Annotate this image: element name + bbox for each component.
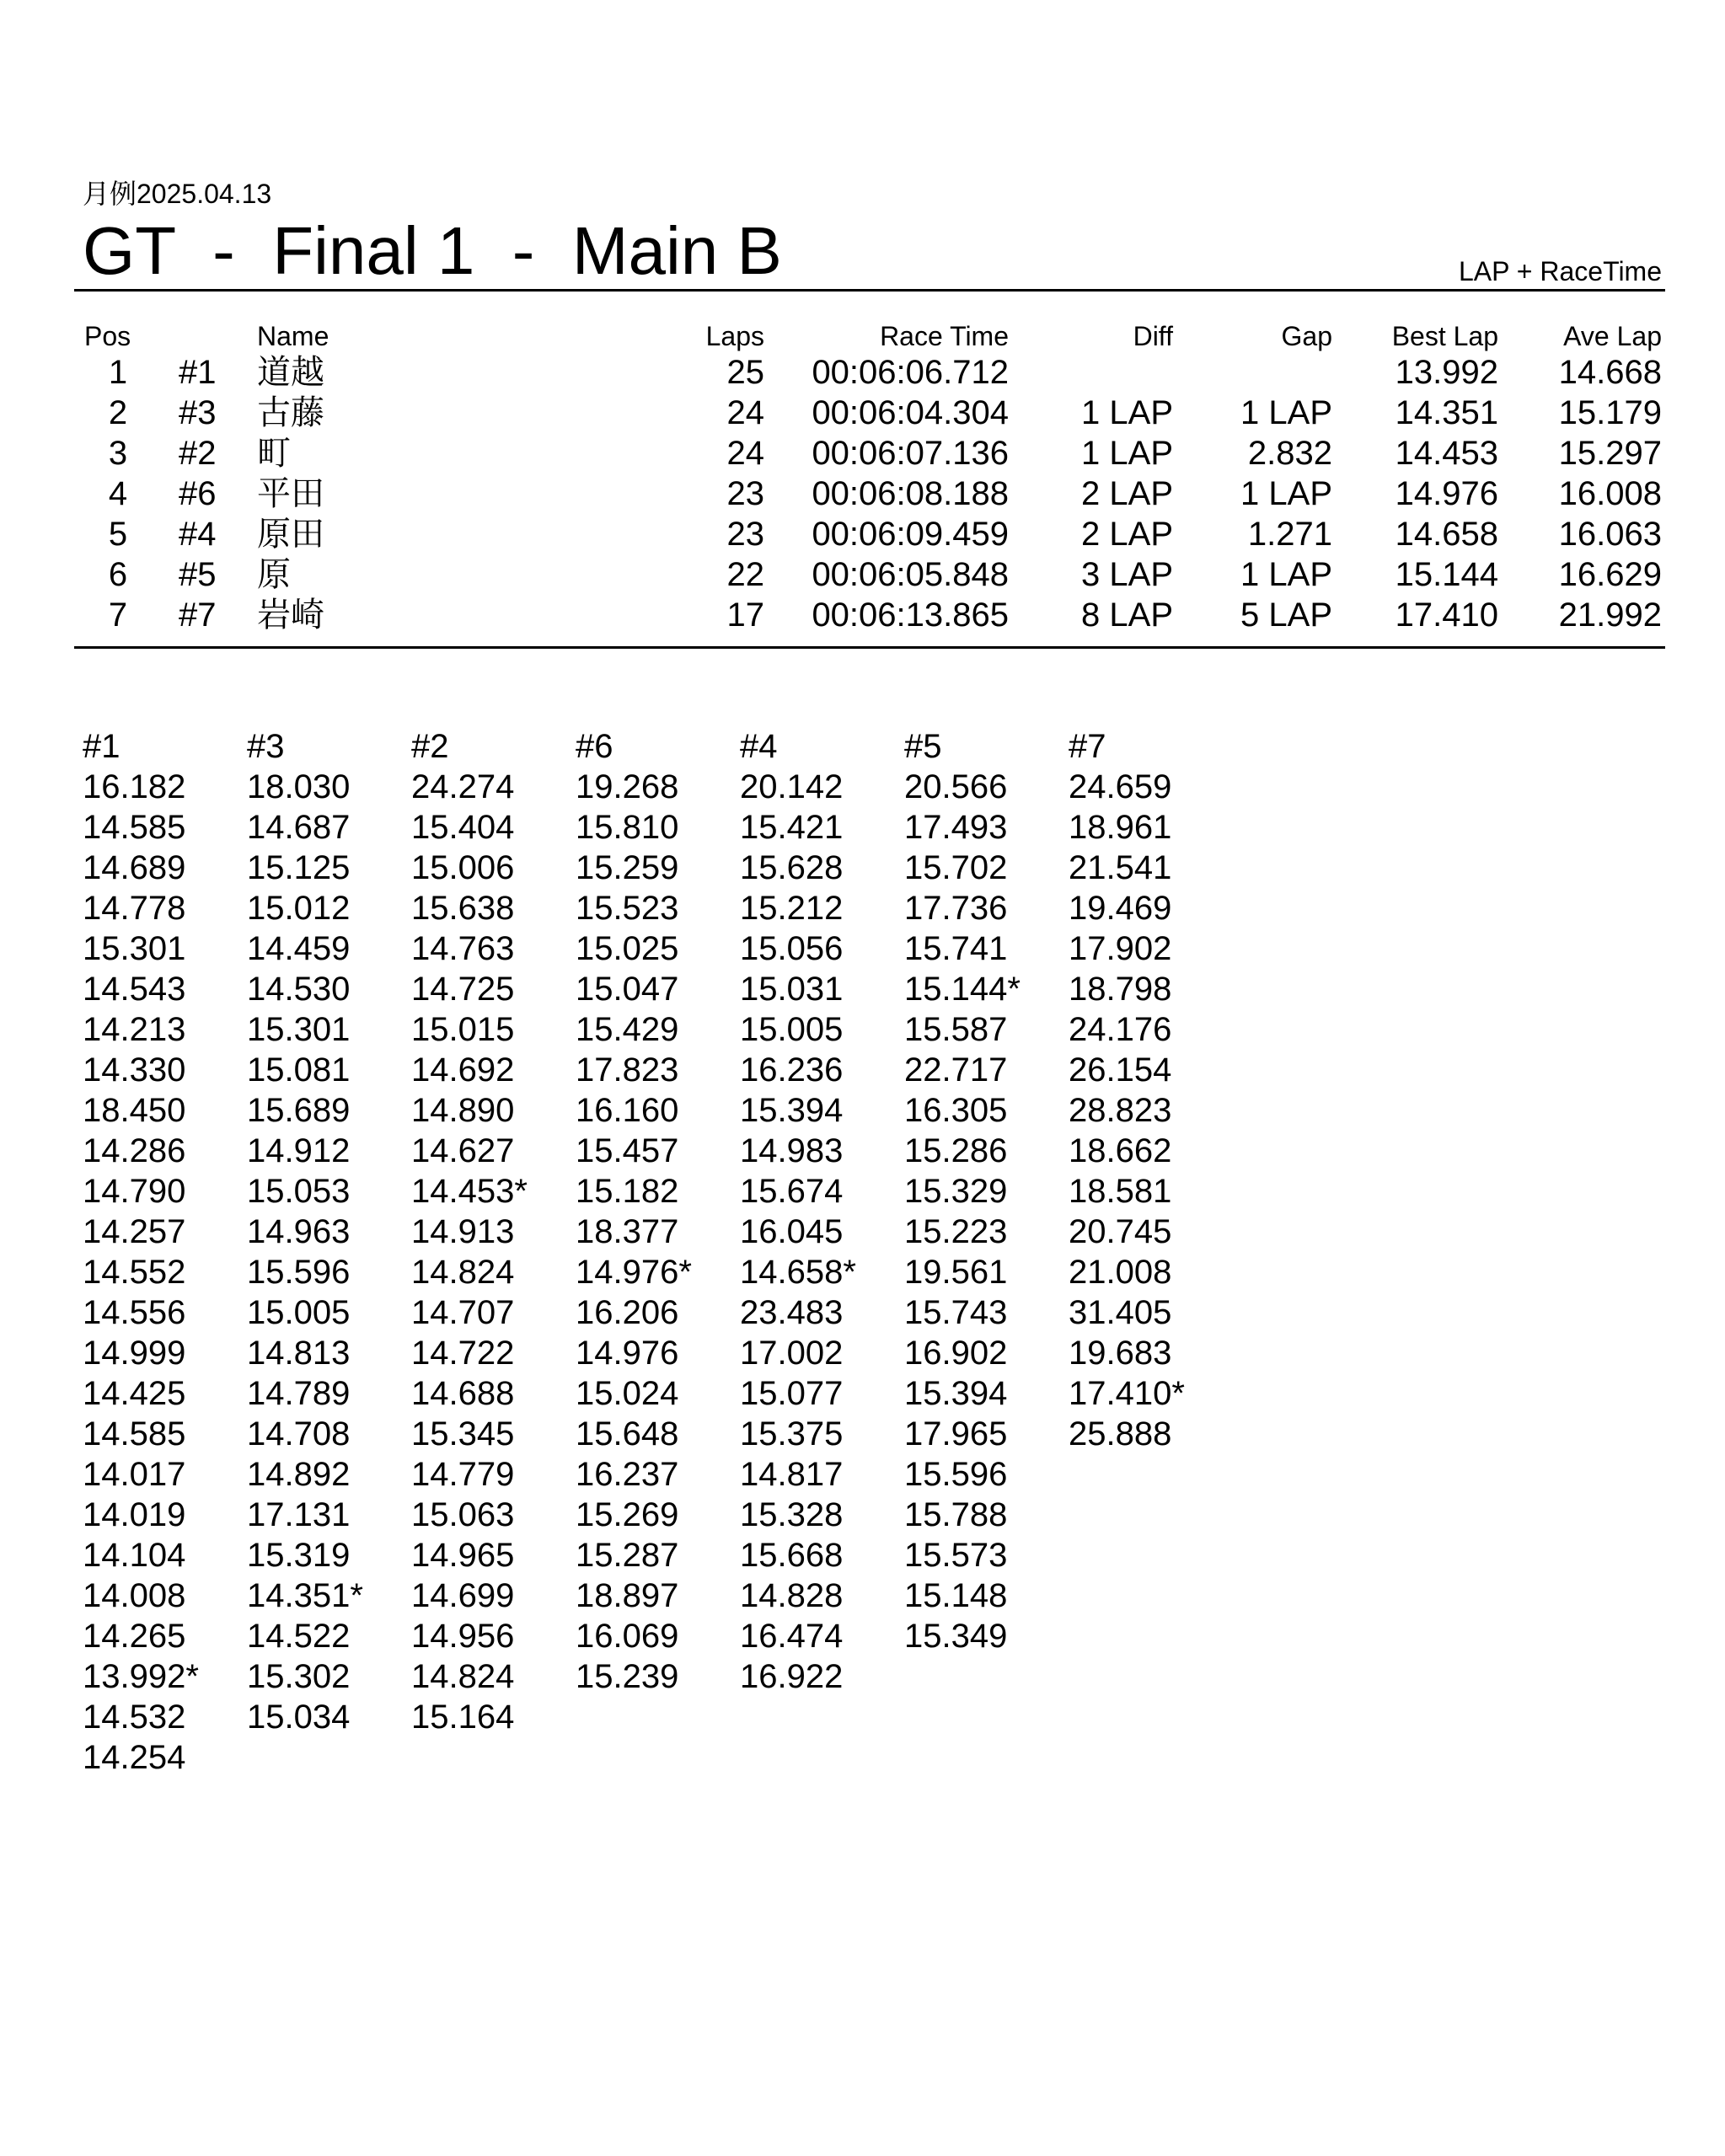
- lap-time-cell: 15.212: [740, 890, 844, 927]
- results-row: [0, 595, 1725, 635]
- lap-column-header: #7: [1069, 728, 1106, 765]
- lap-time-cell: 14.019: [83, 1496, 186, 1533]
- results-table: [0, 320, 1725, 635]
- lap-time-cell: 15.005: [247, 1294, 351, 1331]
- lap-time-cell: 18.581: [1069, 1173, 1172, 1210]
- col-pos-header: Pos: [84, 321, 131, 351]
- gap-cell: 1.271: [1247, 516, 1332, 553]
- lap-time-cell: 15.375: [740, 1415, 844, 1452]
- lap-column-header: #2: [411, 728, 449, 765]
- lap-time-cell: 18.377: [576, 1213, 679, 1250]
- lap-time-cell: 15.674: [740, 1173, 844, 1210]
- lap-time-cell: 15.025: [576, 930, 679, 967]
- lap-time-cell: 17.493: [904, 809, 1008, 846]
- lap-time-cell: 16.922: [740, 1658, 844, 1695]
- laps-cell: 24: [726, 435, 764, 472]
- lap-time-cell: 14.699: [411, 1577, 515, 1614]
- lap-time-cell: 17.902: [1069, 930, 1172, 967]
- lap-time-cell: 15.319: [247, 1537, 351, 1574]
- report-title: GT - Final 1 - Main B: [83, 213, 782, 288]
- pos-cell: 5: [108, 516, 128, 553]
- diff-cell: 2 LAP: [1081, 516, 1173, 553]
- col-laps-header: Laps: [705, 321, 764, 351]
- gap-cell: 1 LAP: [1240, 394, 1332, 431]
- laps-cell: 17: [726, 597, 764, 634]
- race-time-cell: 00:06:09.459: [812, 516, 1009, 553]
- pos-cell: 7: [108, 597, 128, 634]
- lap-time-cell: 15.394: [904, 1375, 1008, 1412]
- lap-time-cell: 15.668: [740, 1537, 844, 1574]
- driver-name-cell: 平田: [257, 475, 324, 512]
- car-number-cell: #3: [179, 394, 217, 431]
- lap-time-cell: 14.912: [247, 1132, 351, 1169]
- lap-time-cell: 14.763: [411, 930, 515, 967]
- lap-time-cell: 15.638: [411, 890, 515, 927]
- lap-time-cell: 15.648: [576, 1415, 679, 1452]
- lap-time-cell: 15.269: [576, 1496, 679, 1533]
- laps-cell: 22: [726, 556, 764, 593]
- lap-time-cell: 14.725: [411, 971, 515, 1008]
- lap-time-cell: 20.745: [1069, 1213, 1172, 1250]
- lap-time-cell: 15.345: [411, 1415, 515, 1452]
- col-best-lap-header: Best Lap: [1391, 321, 1498, 351]
- lap-time-cell: 14.692: [411, 1051, 515, 1089]
- col-gap-header: Gap: [1281, 321, 1332, 351]
- race-time-cell: 00:06:05.848: [812, 556, 1009, 593]
- lap-time-cell: 13.992*: [83, 1658, 199, 1695]
- col-diff-header: Diff: [1133, 321, 1173, 351]
- lap-time-cell: 14.522: [247, 1618, 351, 1655]
- lap-time-cell: 14.813: [247, 1335, 351, 1372]
- lap-time-cell: 15.587: [904, 1011, 1008, 1048]
- lap-time-cell: 18.030: [247, 768, 351, 805]
- lap-time-cell: 14.530: [247, 971, 351, 1008]
- lap-time-cell: 15.148: [904, 1577, 1008, 1614]
- lap-time-cell: 15.164: [411, 1699, 515, 1736]
- lap-column-header: #1: [83, 728, 121, 765]
- lap-time-cell: 20.566: [904, 768, 1008, 805]
- lap-time-cell: 14.453*: [411, 1173, 528, 1210]
- lap-time-cell: 16.160: [576, 1092, 679, 1129]
- lap-time-cell: 15.429: [576, 1011, 679, 1048]
- lap-time-cell: 14.556: [83, 1294, 186, 1331]
- lap-time-cell: 19.561: [904, 1254, 1008, 1291]
- lap-time-cell: 18.798: [1069, 971, 1172, 1008]
- lap-time-cell: 14.999: [83, 1335, 186, 1372]
- lap-time-cell: 19.469: [1069, 890, 1172, 927]
- lap-time-cell: 16.069: [576, 1618, 679, 1655]
- lap-time-cell: 17.410*: [1069, 1375, 1185, 1412]
- car-number-cell: #7: [179, 597, 217, 634]
- lap-time-cell: 15.301: [247, 1011, 351, 1048]
- best-lap-cell: 14.351: [1395, 394, 1498, 431]
- lap-time-cell: 15.689: [247, 1092, 351, 1129]
- lap-time-cell: 14.688: [411, 1375, 515, 1412]
- lap-time-cell: 15.223: [904, 1213, 1008, 1250]
- race-time-cell: 00:06:07.136: [812, 435, 1009, 472]
- pos-cell: 2: [108, 394, 128, 431]
- diff-cell: 3 LAP: [1081, 556, 1173, 593]
- lap-time-cell: 14.543: [83, 971, 186, 1008]
- lap-time-cell: 14.425: [83, 1375, 186, 1412]
- ave-lap-cell: 21.992: [1558, 597, 1662, 634]
- lap-time-cell: 22.717: [904, 1051, 1008, 1089]
- race-time-cell: 00:06:08.188: [812, 475, 1009, 512]
- lap-column: [83, 726, 243, 1778]
- lap-time-cell: 16.237: [576, 1456, 679, 1493]
- lap-time-cell: 15.024: [576, 1375, 679, 1412]
- lap-time-cell: 14.008: [83, 1577, 186, 1614]
- lap-column-header: #5: [904, 728, 942, 765]
- lap-time-cell: 15.063: [411, 1496, 515, 1533]
- report-mode: LAP + RaceTime: [1459, 256, 1662, 286]
- lap-time-cell: 15.259: [576, 849, 679, 886]
- lap-time-cell: 15.047: [576, 971, 679, 1008]
- lap-time-cell: 14.890: [411, 1092, 515, 1129]
- results-row: [0, 393, 1725, 433]
- lap-time-cell: 15.741: [904, 930, 1008, 967]
- lap-time-cell: 14.778: [83, 890, 186, 927]
- col-name-header: Name: [257, 321, 329, 351]
- lap-time-cell: 14.789: [247, 1375, 351, 1412]
- lap-column: [411, 726, 571, 1737]
- lap-time-cell: 14.824: [411, 1658, 515, 1695]
- results-row: [0, 514, 1725, 554]
- lap-time-cell: 14.824: [411, 1254, 515, 1291]
- lap-time-cell: 15.457: [576, 1132, 679, 1169]
- ave-lap-cell: 16.629: [1558, 556, 1662, 593]
- best-lap-cell: 17.410: [1395, 597, 1498, 634]
- pos-cell: 3: [108, 435, 128, 472]
- lap-time-cell: 16.182: [83, 768, 186, 805]
- car-number-cell: #2: [179, 435, 217, 472]
- lap-time-cell: 15.788: [904, 1496, 1008, 1533]
- lap-time-cell: 14.017: [83, 1456, 186, 1493]
- lap-time-cell: 15.596: [247, 1254, 351, 1291]
- lap-time-cell: 15.628: [740, 849, 844, 886]
- lap-time-cell: 14.817: [740, 1456, 844, 1493]
- lap-time-cell: 14.552: [83, 1254, 186, 1291]
- lap-time-cell: 15.394: [740, 1092, 844, 1129]
- lap-time-cell: 15.182: [576, 1173, 679, 1210]
- lap-time-cell: 15.743: [904, 1294, 1008, 1331]
- lap-time-cell: 17.965: [904, 1415, 1008, 1452]
- lap-time-cell: 24.274: [411, 768, 515, 805]
- results-row: [0, 554, 1725, 595]
- car-number-cell: #4: [179, 516, 217, 553]
- lap-time-cell: 14.330: [83, 1051, 186, 1089]
- lap-time-cell: 14.104: [83, 1537, 186, 1574]
- diff-cell: 2 LAP: [1081, 475, 1173, 512]
- lap-time-cell: 31.405: [1069, 1294, 1172, 1331]
- lap-time-cell: 20.142: [740, 768, 844, 805]
- lap-time-cell: 14.286: [83, 1132, 186, 1169]
- laps-cell: 23: [726, 475, 764, 512]
- lap-time-cell: 14.459: [247, 930, 351, 967]
- lap-time-cell: 14.965: [411, 1537, 515, 1574]
- ave-lap-cell: 16.008: [1558, 475, 1662, 512]
- laps-cell: 25: [726, 354, 764, 391]
- lap-time-cell: 15.005: [740, 1011, 844, 1048]
- lap-time-cell: 16.902: [904, 1335, 1008, 1372]
- lap-time-cell: 15.421: [740, 809, 844, 846]
- diff-cell: 1 LAP: [1081, 435, 1173, 472]
- lap-time-cell: 16.206: [576, 1294, 679, 1331]
- best-lap-cell: 14.658: [1395, 516, 1498, 553]
- lap-time-cell: 15.031: [740, 971, 844, 1008]
- lap-time-cell: 14.976: [576, 1335, 679, 1372]
- lap-time-cell: 18.450: [83, 1092, 186, 1129]
- lap-time-cell: 15.286: [904, 1132, 1008, 1169]
- lap-time-cell: 14.627: [411, 1132, 515, 1169]
- lap-time-cell: 14.956: [411, 1618, 515, 1655]
- gap-cell: 1 LAP: [1240, 475, 1332, 512]
- lap-time-cell: 15.328: [740, 1496, 844, 1533]
- lap-time-cell: 14.658*: [740, 1254, 856, 1291]
- lap-time-cell: 15.081: [247, 1051, 351, 1089]
- lap-time-cell: 14.983: [740, 1132, 844, 1169]
- lap-time-cell: 14.689: [83, 849, 186, 886]
- header-rule: [74, 289, 1665, 292]
- diff-cell: 1 LAP: [1081, 394, 1173, 431]
- lap-time-cell: 15.239: [576, 1658, 679, 1695]
- lap-time-cell: 15.077: [740, 1375, 844, 1412]
- race-time-cell: 00:06:04.304: [812, 394, 1009, 431]
- car-number-cell: #5: [179, 556, 217, 593]
- results-row: [0, 473, 1725, 514]
- lap-time-cell: 14.963: [247, 1213, 351, 1250]
- best-lap-cell: 14.976: [1395, 475, 1498, 512]
- lap-time-cell: 14.351*: [247, 1577, 363, 1614]
- lap-time-cell: 14.254: [83, 1739, 186, 1776]
- gap-cell: 5 LAP: [1240, 597, 1332, 634]
- lap-time-cell: 15.810: [576, 809, 679, 846]
- lap-time-cell: 25.888: [1069, 1415, 1172, 1452]
- lap-time-cell: 14.532: [83, 1699, 186, 1736]
- driver-name-cell: 岩崎: [257, 597, 324, 634]
- lap-time-cell: 15.006: [411, 849, 515, 886]
- lap-time-cell: 18.662: [1069, 1132, 1172, 1169]
- driver-name-cell: 原田: [257, 516, 324, 553]
- driver-name-cell: 古藤: [257, 394, 324, 431]
- lap-time-cell: 16.474: [740, 1618, 844, 1655]
- lap-time-cell: 14.265: [83, 1618, 186, 1655]
- results-row: [0, 352, 1725, 393]
- lap-time-cell: 15.012: [247, 890, 351, 927]
- driver-name-cell: 原: [257, 556, 291, 593]
- lap-time-cell: 26.154: [1069, 1051, 1172, 1089]
- lap-time-cell: 15.125: [247, 849, 351, 886]
- best-lap-cell: 14.453: [1395, 435, 1498, 472]
- lap-time-cell: 23.483: [740, 1294, 844, 1331]
- lap-time-cell: 17.823: [576, 1051, 679, 1089]
- lap-column: [904, 726, 1064, 1656]
- lap-column: [740, 726, 900, 1697]
- lap-column: [247, 726, 407, 1737]
- lap-time-cell: 14.585: [83, 809, 186, 846]
- lap-column: [576, 726, 736, 1697]
- lap-time-cell: 17.131: [247, 1496, 351, 1533]
- lap-time-cell: 14.687: [247, 809, 351, 846]
- lap-time-cell: 18.961: [1069, 809, 1172, 846]
- results-rule: [74, 646, 1665, 649]
- best-lap-cell: 15.144: [1395, 556, 1498, 593]
- ave-lap-cell: 15.297: [1558, 435, 1662, 472]
- lap-time-cell: 15.301: [83, 930, 186, 967]
- lap-time-cell: 17.736: [904, 890, 1008, 927]
- lap-time-cell: 15.404: [411, 809, 515, 846]
- lap-time-cell: 15.573: [904, 1537, 1008, 1574]
- lap-time-cell: 15.015: [411, 1011, 515, 1048]
- lap-time-cell: 17.002: [740, 1335, 844, 1372]
- race-time-cell: 00:06:13.865: [812, 597, 1009, 634]
- lap-time-cell: 15.523: [576, 890, 679, 927]
- lap-time-cell: 15.302: [247, 1658, 351, 1695]
- lap-time-cell: 14.976*: [576, 1254, 692, 1291]
- car-number-cell: #1: [179, 354, 217, 391]
- lap-time-cell: 14.722: [411, 1335, 515, 1372]
- col-race-time-header: Race Time: [880, 321, 1009, 351]
- pos-cell: 6: [108, 556, 128, 593]
- lap-time-cell: 14.257: [83, 1213, 186, 1250]
- ave-lap-cell: 14.668: [1558, 354, 1662, 391]
- lap-time-cell: 21.541: [1069, 849, 1172, 886]
- lap-column: [1069, 726, 1229, 1454]
- lap-time-cell: 14.828: [740, 1577, 844, 1614]
- results-header-row: [0, 320, 1725, 352]
- lap-column-header: #3: [247, 728, 285, 765]
- lap-time-cell: 24.659: [1069, 768, 1172, 805]
- lap-time-cell: 14.708: [247, 1415, 351, 1452]
- ave-lap-cell: 16.063: [1558, 516, 1662, 553]
- pos-cell: 4: [108, 475, 128, 512]
- col-ave-lap-header: Ave Lap: [1563, 321, 1662, 351]
- pos-cell: 1: [108, 354, 128, 391]
- driver-name-cell: 町: [257, 435, 291, 472]
- lap-time-cell: 21.008: [1069, 1254, 1172, 1291]
- lap-time-cell: 16.236: [740, 1051, 844, 1089]
- lap-time-cell: 24.176: [1069, 1011, 1172, 1048]
- lap-time-cell: 14.213: [83, 1011, 186, 1048]
- ave-lap-cell: 15.179: [1558, 394, 1662, 431]
- lap-time-cell: 15.596: [904, 1456, 1008, 1493]
- race-time-cell: 00:06:06.712: [812, 354, 1009, 391]
- lap-time-cell: 14.913: [411, 1213, 515, 1250]
- results-row: [0, 433, 1725, 473]
- lap-time-cell: 18.897: [576, 1577, 679, 1614]
- lap-time-cell: 15.702: [904, 849, 1008, 886]
- lap-time-cell: 15.056: [740, 930, 844, 967]
- lap-time-cell: 15.349: [904, 1618, 1008, 1655]
- gap-cell: 2.832: [1247, 435, 1332, 472]
- lap-time-cell: 15.034: [247, 1699, 351, 1736]
- lap-column-header: #4: [740, 728, 778, 765]
- report-subtitle: 月例2025.04.13: [83, 179, 272, 209]
- lap-time-cell: 14.585: [83, 1415, 186, 1452]
- lap-time-cell: 16.305: [904, 1092, 1008, 1129]
- laps-cell: 23: [726, 516, 764, 553]
- laps-cell: 24: [726, 394, 764, 431]
- lap-time-cell: 15.287: [576, 1537, 679, 1574]
- lap-time-cell: 19.683: [1069, 1335, 1172, 1372]
- lap-time-cell: 15.053: [247, 1173, 351, 1210]
- lap-time-cell: 14.779: [411, 1456, 515, 1493]
- lap-time-cell: 28.823: [1069, 1092, 1172, 1129]
- lap-time-cell: 19.268: [576, 768, 679, 805]
- lap-time-cell: 15.329: [904, 1173, 1008, 1210]
- car-number-cell: #6: [179, 475, 217, 512]
- lap-time-cell: 15.144*: [904, 971, 1021, 1008]
- lap-time-cell: 14.707: [411, 1294, 515, 1331]
- lap-column-header: #6: [576, 728, 613, 765]
- driver-name-cell: 道越: [257, 354, 324, 391]
- best-lap-cell: 13.992: [1395, 354, 1498, 391]
- lap-time-cell: 14.790: [83, 1173, 186, 1210]
- lap-time-cell: 16.045: [740, 1213, 844, 1250]
- gap-cell: 1 LAP: [1240, 556, 1332, 593]
- diff-cell: 8 LAP: [1081, 597, 1173, 634]
- lap-time-cell: 14.892: [247, 1456, 351, 1493]
